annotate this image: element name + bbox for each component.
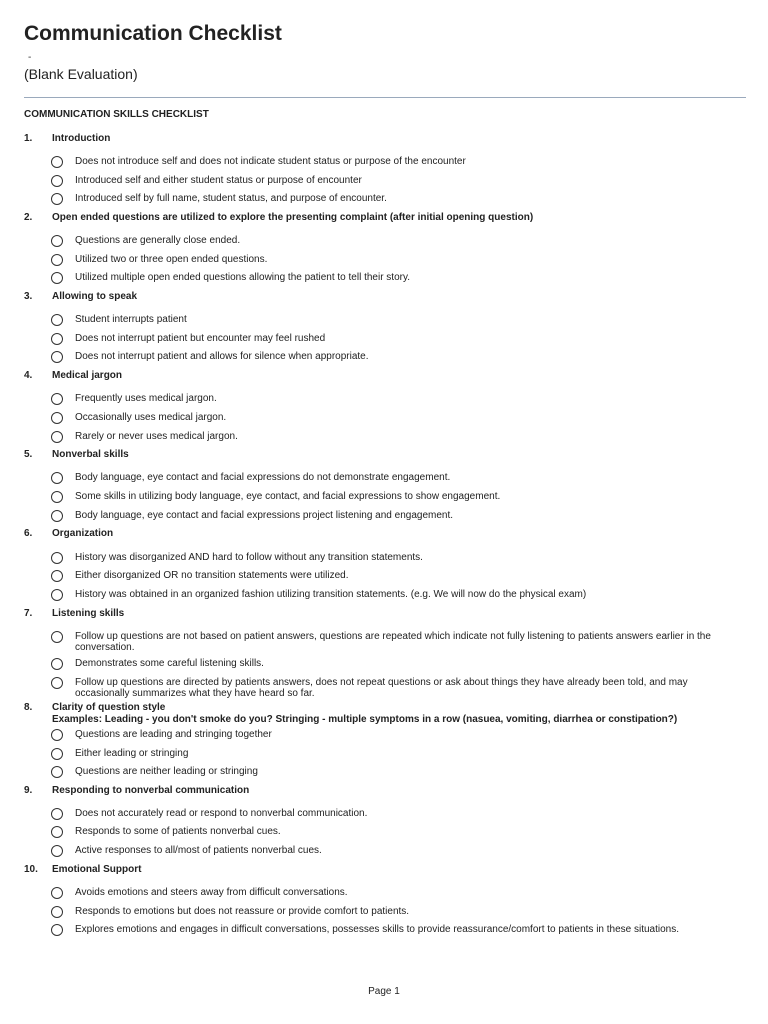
radio-button[interactable] (51, 924, 63, 936)
question-number: 6. (24, 528, 33, 539)
title-dash: - (28, 52, 32, 63)
radio-button[interactable] (51, 677, 63, 689)
answer-option-label: Active responses to all/most of patients nonverbal cues. (75, 845, 322, 856)
question-title: Emotional Support (52, 864, 142, 875)
question-title: Allowing to speak (52, 291, 138, 302)
radio-button[interactable] (51, 887, 63, 899)
answer-option-label: Does not interrupt patient but encounter may feel rushed (75, 333, 326, 344)
answer-option-label: Utilized multiple open ended questions allowing the patient to tell their story. (75, 272, 411, 283)
question-number: 7. (24, 608, 33, 619)
answer-option-label: Frequently uses medical jargon. (75, 393, 217, 404)
answer-option-label: Rarely or never uses medical jargon. (75, 431, 238, 442)
answer-option-label: Either disorganized OR no transition statements were utilized. (75, 570, 349, 581)
answer-option-label: Questions are generally close ended. (75, 235, 241, 246)
radio-button[interactable] (51, 510, 63, 522)
answer-option-label: Explores emotions and engages in difficult conversations, possesses skills to provide reassurance/comfort to patients in these situations. (75, 924, 680, 935)
answer-option-label: Follow up questions are directed by patients answers, does not repeat questions or ask about things they have already been told, and may occasionally summarizes what they have heard so far. (75, 677, 688, 699)
question-number: 10. (24, 864, 38, 875)
question-title: Clarity of question style Examples: Leading - you don't smoke do you? Stringing - multiple symptoms in a row (nasuea, vomiting, diarrhea or constipation?) (52, 702, 678, 725)
answer-option-label: Demonstrates some careful listening skills. (75, 658, 264, 669)
radio-button[interactable] (51, 314, 63, 326)
radio-button[interactable] (51, 589, 63, 601)
question-number: 4. (24, 370, 33, 381)
radio-button[interactable] (51, 845, 63, 857)
radio-button[interactable] (51, 193, 63, 205)
answer-option-label: History was disorganized AND hard to follow without any transition statements. (75, 552, 423, 563)
answer-option-label: Some skills in utilizing body language, eye contact, and facial expressions to show engagement. (75, 491, 501, 502)
radio-button[interactable] (51, 906, 63, 918)
radio-button[interactable] (51, 235, 63, 247)
answer-option-label: Does not introduce self and does not indicate student status or purpose of the encounter (75, 156, 466, 167)
question-title: Open ended questions are utilized to explore the presenting complaint (after initial opening question) (52, 212, 534, 223)
radio-button[interactable] (51, 658, 63, 670)
answer-option-label: Introduced self by full name, student status, and purpose of encounter. (75, 193, 387, 204)
radio-button[interactable] (51, 570, 63, 582)
question-title: Listening skills (52, 608, 125, 619)
question-number: 2. (24, 212, 33, 223)
section-heading: COMMUNICATION SKILLS CHECKLIST (24, 109, 209, 120)
radio-button[interactable] (51, 491, 63, 503)
question-number: 8. (24, 702, 33, 713)
answer-option-label: Avoids emotions and steers away from difficult conversations. (75, 887, 348, 898)
radio-button[interactable] (51, 351, 63, 363)
page-title: Communication Checklist (24, 22, 282, 45)
question-title: Medical jargon (52, 370, 123, 381)
answer-option-label: Follow up questions are not based on patient answers, questions are repeated which indicate not fully listening to patients answers earlier in the conversation. (75, 631, 711, 653)
answer-option-label: Utilized two or three open ended questions. (75, 254, 268, 265)
answer-option-label: Does not accurately read or respond to nonverbal communication. (75, 808, 368, 819)
answer-option-label: Either leading or stringing (75, 748, 189, 759)
answer-option-label: Student interrupts patient (75, 314, 187, 325)
answer-option-label: Questions are neither leading or stringing (75, 766, 258, 777)
answer-option-label: Responds to emotions but does not reassure or provide comfort to patients. (75, 906, 410, 917)
question-title: Responding to nonverbal communication (52, 785, 250, 796)
question-title: Introduction (52, 133, 111, 144)
question-number: 9. (24, 785, 33, 796)
answer-option-label: Introduced self and either student status or purpose of encounter (75, 175, 362, 186)
answer-option-label: Does not interrupt patient and allows for silence when appropriate. (75, 351, 369, 362)
radio-button[interactable] (51, 393, 63, 405)
answer-option-label: History was obtained in an organized fashion utilizing transition statements. (e.g. We will now do the physical exam) (75, 589, 587, 600)
radio-button[interactable] (51, 333, 63, 345)
page-subtitle: (Blank Evaluation) (24, 66, 138, 82)
radio-button[interactable] (51, 552, 63, 564)
question-title: Organization (52, 528, 114, 539)
answer-option-label: Body language, eye contact and facial expressions project listening and engagement. (75, 510, 454, 521)
answer-option-label: Occasionally uses medical jargon. (75, 412, 227, 423)
question-title: Nonverbal skills (52, 449, 129, 460)
radio-button[interactable] (51, 431, 63, 443)
radio-button[interactable] (51, 272, 63, 284)
radio-button[interactable] (51, 472, 63, 484)
radio-button[interactable] (51, 748, 63, 760)
radio-button[interactable] (51, 808, 63, 820)
answer-option-label: Body language, eye contact and facial expressions do not demonstrate engagement. (75, 472, 451, 483)
page-number: Page 1 (368, 986, 400, 997)
radio-button[interactable] (51, 412, 63, 424)
radio-button[interactable] (51, 631, 63, 643)
radio-button[interactable] (51, 254, 63, 266)
radio-button[interactable] (51, 175, 63, 187)
answer-option-label: Questions are leading and stringing together (75, 729, 272, 740)
question-number: 1. (24, 133, 33, 144)
radio-button[interactable] (51, 826, 63, 838)
radio-button[interactable] (51, 156, 63, 168)
question-number: 5. (24, 449, 33, 460)
radio-button[interactable] (51, 766, 63, 778)
radio-button[interactable] (51, 729, 63, 741)
question-number: 3. (24, 291, 33, 302)
answer-option-label: Responds to some of patients nonverbal cues. (75, 826, 281, 837)
